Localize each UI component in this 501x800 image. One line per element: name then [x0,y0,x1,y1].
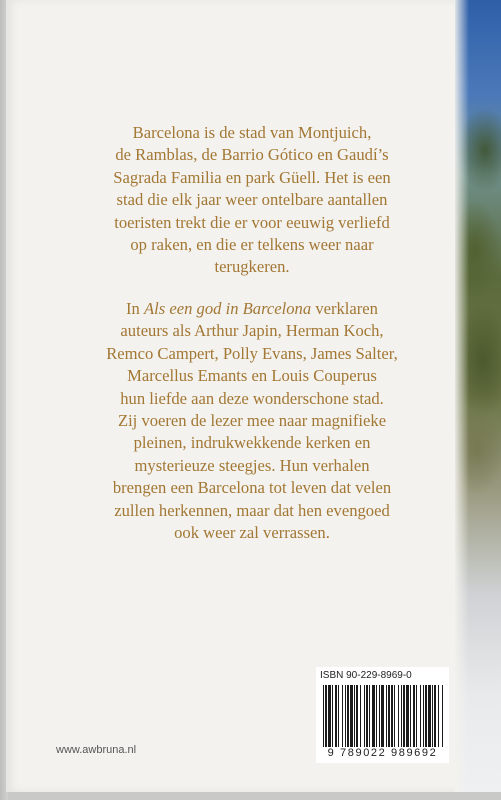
blurb-intro-end: verklaren [315,299,378,318]
blurb-line: brengen een Barcelona tot leven dat velen [112,478,392,498]
publisher-url: www.awbruna.nl [56,744,137,756]
barcode-stripe [416,685,417,747]
blurb-line: Barcelona is de stad van Montjuich, [132,123,372,142]
barcode-stripe [338,685,339,747]
barcode-stripe [388,685,390,747]
blurb-line: stad die elk jaar weer ontelbare aantallen [116,190,388,210]
barcode-stripe [434,685,436,747]
blurb-line: op raken, en die er telkens weer naar [130,235,374,255]
blurb-paragraph-1 [76,122,428,279]
blurb-line: mysterieuze steegjes. Hun verhalen [134,455,370,475]
barcode-stripe [369,685,370,747]
barcode-stripe [376,685,377,747]
blurb-line: ook weer zal verrassen. [174,523,330,543]
barcode-stripe [438,685,439,747]
blurb-line: Sagrada Familia en park Güell. Het is een [113,167,391,187]
barcode-stripe [372,685,375,747]
blurb-line: de Ramblas, de Barrio Gótico en Gaudí’s [115,145,389,165]
barcode-stripe [442,685,443,747]
barcode-stripe [345,685,346,747]
barcode-label [316,667,449,763]
blurb-paragraph-2 [76,298,428,544]
blurb-line: hun liefde aan deze wonderschone stad. [120,388,384,408]
blurb-line: pleinen, indrukwekkende kerken en [133,433,371,453]
barcode-stripe [360,685,361,747]
blurb-line: Zij voeren de lezer mee naar magnifieke [117,411,387,431]
blurb-line: auteurs als Arthur Japin, Herman Koch, [120,321,384,341]
barcode-stripe [347,685,349,747]
barcode-stripe [379,685,380,747]
barcode-stripe [432,685,433,747]
barcode-stripe [356,685,358,747]
barcode-stripe [381,685,384,747]
barcode-stripe [354,685,355,747]
barcode-stripe [391,685,393,747]
blurb-line: Remco Campert, Polly Evans, James Salter, [106,343,398,363]
barcode-stripe [425,685,427,747]
blurb-line: terugkeren. [214,257,290,277]
barcode-stripe [323,685,324,747]
book-title: Als een god in Barcelona [144,299,312,318]
barcode-stripe [366,685,368,747]
blurb-line: zullen herkennen, maar dat hen evengoed [114,500,390,520]
barcode-stripe [394,685,395,747]
barcode-stripe [398,685,399,747]
barcode-stripe [410,685,411,747]
barcode-stripe [406,685,409,747]
cover-photo-strip [455,0,501,792]
back-cover [6,0,501,792]
blurb-line: Marcellus Emants en Louis Couperus [127,366,377,386]
barcode-stripe [325,685,327,747]
barcode-digits: 9 789022 989692 [327,747,438,759]
barcode-icon [322,685,444,747]
barcode-stripe [413,685,415,747]
blurb-intro: In [126,299,140,318]
barcode-stripe [401,685,402,747]
barcode-stripe [420,685,421,747]
barcode-stripe [428,685,431,747]
barcode-stripe [364,685,365,747]
barcode-stripe [386,685,387,747]
barcode-stripe [335,685,337,747]
isbn-number: ISBN 90-229-8969-0 [320,670,412,681]
barcode-stripe [342,685,343,747]
barcode-stripe [332,685,333,747]
barcode-stripe [350,685,353,747]
barcode-stripe [328,685,331,747]
blurb-line: toeristen trekt die er voor eeuwig verliefd [114,212,390,232]
barcode-stripe [403,685,405,747]
barcode-stripe [423,685,424,747]
